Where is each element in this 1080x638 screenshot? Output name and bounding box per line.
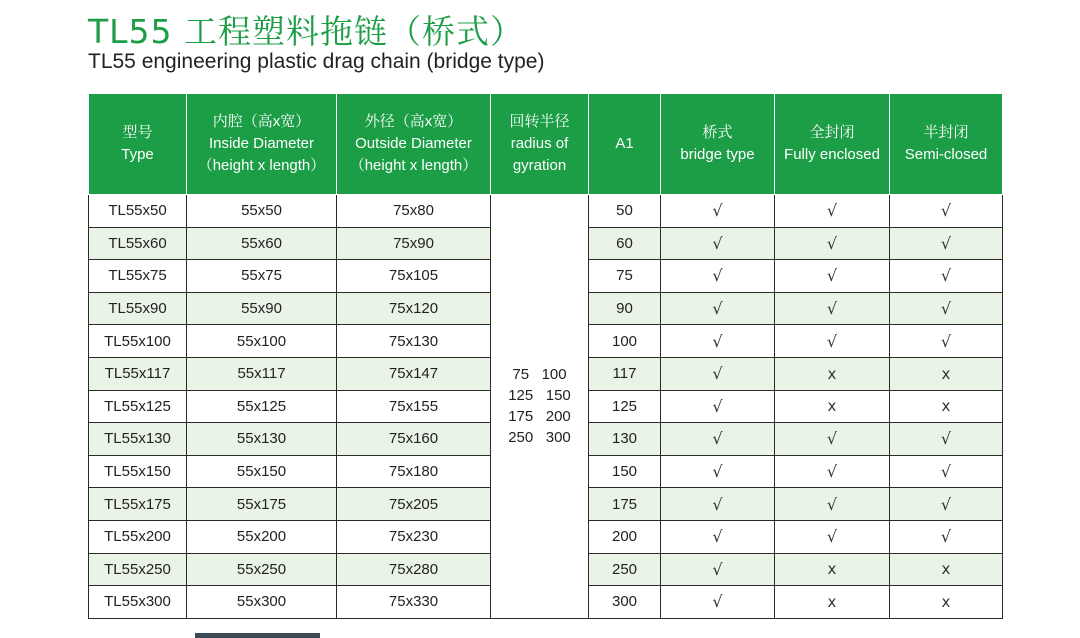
cell-fully-enclosed — [775, 455, 890, 488]
cell-semi-closed — [890, 488, 1003, 521]
cell-a1-value: 300 — [611, 593, 638, 611]
cell-semi-closed-value: √ — [940, 462, 952, 482]
cell-fully-enclosed — [775, 423, 890, 456]
cell-outside-diameter-value: 75x90 — [393, 234, 434, 252]
cell-type — [89, 227, 187, 260]
cell-a1-value: 200 — [611, 528, 638, 546]
cell-inside-diameter-value: 55x150 — [236, 463, 287, 481]
cell-a1-value: 75 — [616, 267, 633, 285]
header-bridge-type-line: 桥式 — [702, 124, 733, 141]
header-inside-diameter-line: （height x length） — [197, 157, 326, 174]
spec-table — [88, 93, 1003, 619]
radius-value-line: 125 150 — [508, 387, 571, 405]
cell-fully-enclosed-value: x — [827, 397, 837, 416]
cell-outside-diameter — [337, 586, 491, 619]
cell-a1-value: 100 — [611, 332, 638, 350]
cell-type — [89, 292, 187, 325]
cell-semi-closed — [890, 325, 1003, 358]
cell-outside-diameter-value: 75x155 — [388, 397, 439, 415]
header-outside-diameter-line: 外径（高x宽） — [364, 113, 463, 130]
cell-outside-diameter-value: 75x120 — [388, 300, 439, 318]
cell-semi-closed-value: x — [941, 560, 951, 579]
cell-bridge-type-value: √ — [712, 331, 723, 351]
header-fully-enclosed — [775, 94, 890, 195]
cell-bridge-type-value: √ — [712, 592, 723, 612]
header-semi-closed-line: 半封闭 — [923, 124, 969, 141]
cell-outside-diameter — [337, 455, 491, 488]
cell-inside-diameter-value: 55x90 — [241, 300, 282, 318]
cell-inside-diameter-value: 55x300 — [236, 593, 287, 611]
cell-fully-enclosed — [775, 292, 890, 325]
cell-outside-diameter — [337, 195, 491, 228]
cell-inside-diameter — [187, 260, 337, 293]
cell-bridge-type — [661, 357, 775, 390]
cell-fully-enclosed — [775, 390, 890, 423]
cell-a1 — [589, 227, 661, 260]
cell-radius-values — [491, 195, 589, 619]
cell-outside-diameter — [337, 488, 491, 521]
cell-fully-enclosed-value: √ — [826, 266, 838, 286]
cell-bridge-type — [661, 455, 775, 488]
header-type-line: 型号 — [122, 124, 153, 141]
cell-semi-closed-value: x — [941, 592, 951, 611]
cell-bridge-type — [661, 488, 775, 521]
cell-bridge-type-value: √ — [712, 559, 723, 579]
cell-inside-diameter-value: 55x100 — [236, 332, 287, 350]
header-fully-enclosed-line: Fully enclosed — [784, 146, 880, 163]
cell-fully-enclosed-value: √ — [826, 299, 838, 319]
cell-bridge-type-value: √ — [712, 233, 723, 253]
cell-inside-diameter — [187, 357, 337, 390]
cell-a1-value: 90 — [616, 300, 633, 318]
header-radius-line: radius of — [510, 135, 569, 152]
cell-fully-enclosed — [775, 357, 890, 390]
cell-type-value: TL55x250 — [104, 560, 171, 578]
cell-a1 — [589, 390, 661, 423]
cell-semi-closed-value: √ — [940, 494, 952, 514]
header-bridge-type — [661, 94, 775, 195]
cell-type-value: TL55x60 — [108, 234, 167, 252]
cell-inside-diameter-value: 55x200 — [236, 528, 287, 546]
header-bridge-type-line: bridge type — [680, 146, 755, 163]
cell-semi-closed — [890, 553, 1003, 586]
cell-a1 — [589, 488, 661, 521]
radius-value-line: 175 200 — [508, 408, 571, 426]
cell-bridge-type — [661, 292, 775, 325]
header-outside-diameter-line: Outside Diameter — [355, 135, 472, 152]
page-title-cn: TL55 工程塑料拖链（桥式） — [88, 12, 525, 51]
cell-outside-diameter — [337, 260, 491, 293]
cell-type — [89, 488, 187, 521]
cell-fully-enclosed-value: √ — [826, 429, 838, 449]
cell-a1 — [589, 325, 661, 358]
cell-bridge-type-value: √ — [712, 462, 723, 482]
header-outside-diameter — [337, 94, 491, 195]
header-row — [89, 94, 1003, 195]
cell-a1-value: 117 — [612, 365, 637, 383]
cell-type-value: TL55x90 — [108, 300, 167, 318]
cell-fully-enclosed — [775, 520, 890, 553]
cell-type — [89, 357, 187, 390]
cell-semi-closed-value: √ — [940, 429, 952, 449]
cell-outside-diameter-value: 75x130 — [388, 332, 439, 350]
cell-bridge-type-value: √ — [712, 266, 723, 286]
cell-fully-enclosed-value: √ — [826, 462, 838, 482]
cell-inside-diameter-value: 55x60 — [241, 234, 282, 252]
cell-a1-value: 60 — [616, 234, 633, 252]
cell-bridge-type — [661, 227, 775, 260]
cell-fully-enclosed-value: x — [827, 592, 837, 611]
cell-outside-diameter — [337, 292, 491, 325]
cell-fully-enclosed-value: x — [827, 560, 837, 579]
cell-fully-enclosed — [775, 553, 890, 586]
cell-type — [89, 260, 187, 293]
cell-inside-diameter — [187, 390, 337, 423]
cell-outside-diameter-value: 75x230 — [388, 528, 439, 546]
header-radius-line: gyration — [512, 157, 567, 174]
cell-outside-diameter — [337, 423, 491, 456]
cell-semi-closed-value: √ — [940, 527, 952, 547]
cell-inside-diameter-value: 55x75 — [241, 267, 282, 285]
cell-semi-closed-value: x — [941, 364, 951, 383]
cell-semi-closed-value: √ — [940, 201, 952, 221]
cell-outside-diameter-value: 75x80 — [393, 202, 434, 220]
cell-bridge-type-value: √ — [712, 494, 723, 514]
cell-fully-enclosed-value: √ — [826, 331, 838, 351]
cell-semi-closed — [890, 357, 1003, 390]
cell-bridge-type-value: √ — [712, 201, 723, 221]
cell-inside-diameter-value: 55x175 — [236, 495, 287, 513]
cell-outside-diameter — [337, 520, 491, 553]
header-inside-diameter-line: Inside Diameter — [208, 135, 315, 152]
cell-bridge-type-value: √ — [712, 299, 723, 319]
cell-fully-enclosed-value: √ — [826, 527, 838, 547]
cell-a1 — [589, 586, 661, 619]
header-inside-diameter — [187, 94, 337, 195]
header-type — [89, 94, 187, 195]
cell-inside-diameter — [187, 553, 337, 586]
cell-inside-diameter — [187, 195, 337, 228]
cell-fully-enclosed — [775, 488, 890, 521]
cell-type-value: TL55x175 — [104, 495, 171, 513]
cell-inside-diameter — [187, 455, 337, 488]
cell-type — [89, 325, 187, 358]
cell-outside-diameter — [337, 390, 491, 423]
cell-semi-closed-value: √ — [940, 299, 952, 319]
cell-outside-diameter — [337, 553, 491, 586]
cell-type-value: TL55x100 — [104, 332, 171, 350]
cell-type-value: TL55x200 — [104, 528, 171, 546]
cell-semi-closed-value: x — [941, 397, 951, 416]
cell-type — [89, 195, 187, 228]
cell-a1 — [589, 455, 661, 488]
cell-semi-closed — [890, 586, 1003, 619]
cell-bridge-type-value: √ — [712, 396, 723, 416]
cell-fully-enclosed-value: √ — [826, 233, 838, 253]
cell-bridge-type — [661, 260, 775, 293]
cell-fully-enclosed — [775, 325, 890, 358]
table-row — [89, 195, 1003, 228]
cell-a1-value: 250 — [611, 560, 638, 578]
cell-type — [89, 390, 187, 423]
cell-inside-diameter-value: 55x117 — [237, 365, 286, 383]
header-a1 — [589, 94, 661, 195]
cell-inside-diameter-value: 55x130 — [236, 430, 287, 448]
cell-type-value: TL55x75 — [108, 267, 167, 285]
header-outside-diameter-line: （height x length） — [349, 157, 478, 174]
cell-a1-value: 50 — [616, 202, 633, 220]
cell-fully-enclosed — [775, 195, 890, 228]
radius-value-line: 250 300 — [508, 429, 571, 447]
cell-type-value: TL55x50 — [108, 202, 167, 220]
cell-fully-enclosed — [775, 586, 890, 619]
cell-type — [89, 520, 187, 553]
cell-bridge-type — [661, 553, 775, 586]
cell-outside-diameter-value: 75x280 — [388, 560, 439, 578]
cell-a1-value: 130 — [611, 430, 638, 448]
header-a1-line: A1 — [615, 135, 634, 152]
page-title-en: TL55 engineering plastic drag chain (bridge type) — [88, 50, 545, 73]
footer-bar — [195, 633, 320, 638]
cell-semi-closed — [890, 260, 1003, 293]
cell-semi-closed-value: √ — [940, 331, 952, 351]
cell-bridge-type-value: √ — [712, 527, 723, 547]
cell-outside-diameter-value: 75x205 — [388, 495, 439, 513]
cell-inside-diameter — [187, 520, 337, 553]
cell-a1 — [589, 292, 661, 325]
cell-bridge-type — [661, 325, 775, 358]
cell-inside-diameter — [187, 423, 337, 456]
cell-fully-enclosed — [775, 260, 890, 293]
cell-a1-value: 125 — [611, 397, 638, 415]
cell-type — [89, 423, 187, 456]
cell-a1 — [589, 195, 661, 228]
cell-type-value: TL55x150 — [104, 463, 171, 481]
cell-a1 — [589, 423, 661, 456]
cell-bridge-type — [661, 195, 775, 228]
cell-inside-diameter — [187, 586, 337, 619]
cell-bridge-type-value: √ — [712, 429, 723, 449]
cell-fully-enclosed-value: √ — [826, 201, 838, 221]
cell-outside-diameter-value: 75x147 — [388, 365, 439, 383]
cell-inside-diameter — [187, 488, 337, 521]
header-semi-closed — [890, 94, 1003, 195]
cell-fully-enclosed-value: x — [827, 364, 837, 383]
cell-outside-diameter-value: 75x105 — [388, 267, 439, 285]
cell-type — [89, 455, 187, 488]
cell-type-value: TL55x300 — [104, 593, 171, 611]
cell-a1 — [589, 357, 661, 390]
cell-fully-enclosed-value: √ — [826, 494, 838, 514]
cell-semi-closed — [890, 520, 1003, 553]
cell-outside-diameter-value: 75x180 — [388, 463, 439, 481]
cell-a1 — [589, 520, 661, 553]
cell-bridge-type — [661, 423, 775, 456]
cell-semi-closed — [890, 227, 1003, 260]
cell-semi-closed — [890, 423, 1003, 456]
cell-inside-diameter-value: 55x250 — [236, 560, 287, 578]
cell-a1 — [589, 260, 661, 293]
cell-outside-diameter-value: 75x160 — [388, 430, 439, 448]
header-fully-enclosed-line: 全封闭 — [809, 124, 855, 141]
radius-value-line: 75 100 — [512, 366, 567, 384]
header-inside-diameter-line: 内腔（高x宽） — [212, 113, 311, 130]
cell-type-value: TL55x117 — [104, 365, 171, 383]
cell-type-value: TL55x130 — [104, 430, 171, 448]
cell-bridge-type — [661, 390, 775, 423]
cell-outside-diameter — [337, 357, 491, 390]
table-body — [89, 195, 1003, 619]
cell-inside-diameter — [187, 325, 337, 358]
cell-bridge-type — [661, 520, 775, 553]
header-type-line: Type — [121, 146, 154, 163]
cell-type-value: TL55x125 — [104, 397, 171, 415]
cell-type — [89, 553, 187, 586]
cell-semi-closed — [890, 292, 1003, 325]
header-semi-closed-line: Semi-closed — [904, 146, 988, 163]
cell-bridge-type-value: √ — [712, 364, 723, 384]
cell-semi-closed — [890, 195, 1003, 228]
cell-semi-closed-value: √ — [940, 233, 952, 253]
cell-fully-enclosed — [775, 227, 890, 260]
cell-a1-value: 150 — [611, 463, 638, 481]
cell-type — [89, 586, 187, 619]
cell-outside-diameter — [337, 227, 491, 260]
header-radius-line: 回转半径 — [509, 113, 570, 130]
cell-bridge-type — [661, 586, 775, 619]
cell-semi-closed — [890, 390, 1003, 423]
cell-a1 — [589, 553, 661, 586]
cell-semi-closed-value: √ — [940, 266, 952, 286]
cell-semi-closed — [890, 455, 1003, 488]
cell-inside-diameter-value: 55x50 — [241, 202, 282, 220]
cell-inside-diameter — [187, 292, 337, 325]
cell-inside-diameter-value: 55x125 — [236, 397, 287, 415]
cell-inside-diameter — [187, 227, 337, 260]
cell-a1-value: 175 — [611, 495, 638, 513]
cell-outside-diameter-value: 75x330 — [388, 593, 439, 611]
header-radius — [491, 94, 589, 195]
cell-outside-diameter — [337, 325, 491, 358]
